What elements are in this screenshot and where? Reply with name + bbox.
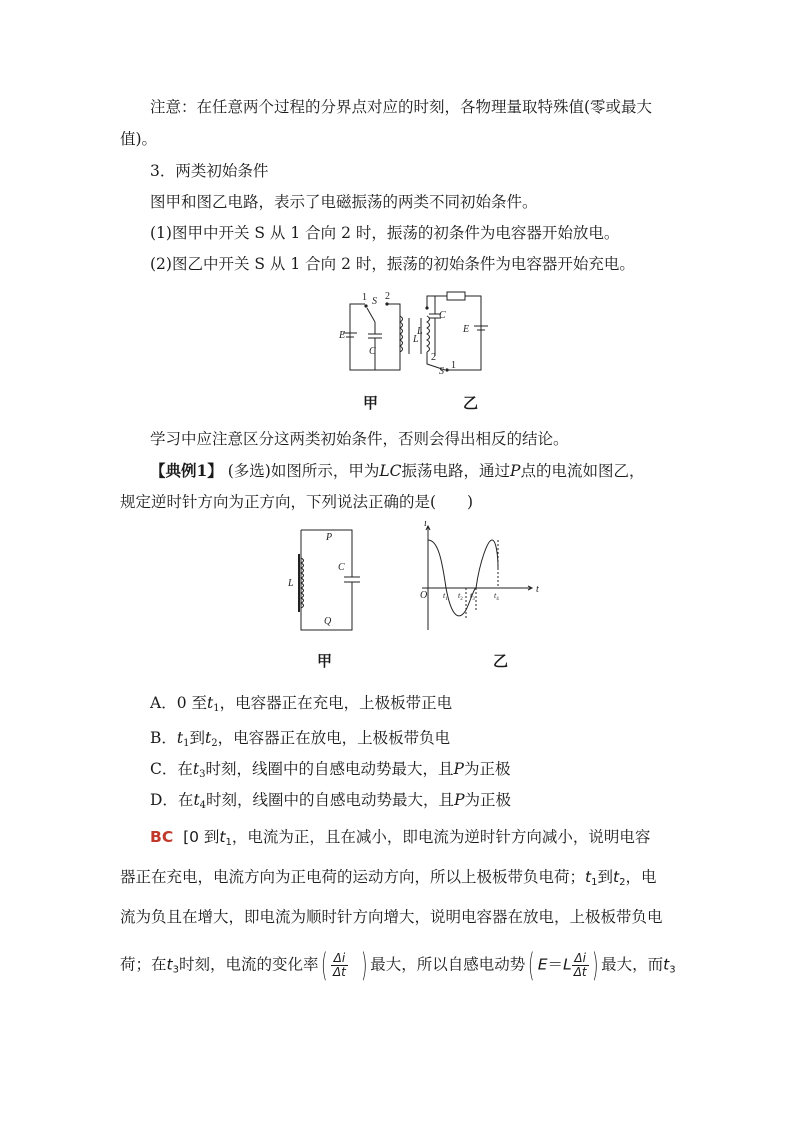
answer-line-1: BC [0 到$t_1$，电流为正，且在减小，即电流为逆时针方向减小，说明电容 bbox=[150, 828, 651, 848]
fig1-caption-yi: 乙 bbox=[463, 394, 479, 412]
caution-text: 学习中应注意区分这两类初始条件，否则会得出相反的结论。 bbox=[150, 430, 569, 448]
figure-1-circuits bbox=[335, 288, 495, 378]
option-b: B．$t_1$到$t_2$，电容器正在放电，上极板带负电 bbox=[150, 729, 451, 749]
graph-label-t: t bbox=[536, 584, 539, 595]
example-lc: LC bbox=[379, 462, 402, 480]
emf-fraction: $\frac{\Delta i}{\Delta t}$ bbox=[573, 950, 587, 979]
graph-label-o: O bbox=[420, 590, 428, 601]
example-line-2: 规定逆时针方向为正方向，下列说法正确的是( ) bbox=[120, 493, 474, 511]
tick-t1: $t_1$ bbox=[443, 591, 448, 602]
fig1-label-e: E bbox=[339, 330, 346, 341]
tick-t4: $t_4$ bbox=[494, 591, 499, 602]
item-1: (1)图甲中开关 S 从 1 合向 2 时，振荡的初条件为电容器开始放电。 bbox=[150, 224, 620, 242]
fig1b-label-e: E bbox=[463, 324, 470, 335]
fig1b-label-l: L bbox=[417, 326, 423, 337]
fig1-label-2: 2 bbox=[385, 291, 390, 302]
fig2-label-q: Q bbox=[324, 616, 332, 627]
fig1-label-s: S bbox=[372, 296, 377, 307]
graph-label-i: i bbox=[424, 520, 427, 529]
example-line-1 bbox=[150, 460, 644, 482]
option-c: C．在$t_3$时刻，线圈中的自感电动势最大，且P为正极 bbox=[150, 760, 511, 780]
fig2-label-c: C bbox=[338, 562, 345, 573]
fig2-caption-yi: 乙 bbox=[493, 652, 509, 670]
tick-t2: $t_2$ bbox=[458, 591, 463, 602]
fig2-caption-jia: 甲 bbox=[317, 652, 333, 670]
fig1-caption-jia: 甲 bbox=[363, 394, 379, 412]
rate-fraction: $\frac{\Delta i}{\Delta t}$ bbox=[332, 950, 346, 979]
item-2: (2)图乙中开关 S 从 1 合向 2 时，振荡的初始条件为电容器开始充电。 bbox=[150, 255, 635, 273]
example-rest: 振荡电路，通过 bbox=[401, 462, 511, 480]
option-a: A．0 至$t_1$，电容器正在充电，上极板带正电 bbox=[150, 694, 453, 714]
answer-line-3: 流为负且在增大，即电流为顺时针方向增大，说明电容器在放电，上极板带负电 bbox=[120, 908, 663, 926]
answer-line-2: 器正在充电，电流方向为正电荷的运动方向，所以上极板带负电荷；$t_1$到$t_2$，电 bbox=[120, 868, 657, 888]
fig1b-label-2: 2 bbox=[431, 352, 436, 363]
fig1-label-1: 1 bbox=[362, 292, 367, 303]
figure-2-lc-and-graph bbox=[280, 520, 550, 635]
fig2-label-p: P bbox=[326, 532, 333, 543]
note-line-2: 值)。 bbox=[120, 130, 158, 148]
fig1b-label-1: 1 bbox=[451, 360, 456, 371]
fig1-label-c: C bbox=[369, 346, 376, 357]
example-multi: (多选)如图所示，甲为 bbox=[227, 462, 380, 480]
example-p: P bbox=[510, 462, 521, 480]
option-d: D．在$t_4$时刻，线圈中的自感电动势最大，且P为正极 bbox=[150, 791, 512, 811]
fig1-label-l: L bbox=[413, 334, 419, 345]
intro-text: 图甲和图乙电路，表示了电磁振荡的两类不同初始条件。 bbox=[150, 193, 538, 211]
example-rest2: 点的电流如图乙， bbox=[520, 462, 645, 480]
tick-t3: $t_3$ bbox=[470, 591, 475, 602]
answer-line-4: 荷；在$t_3$时刻，电流的变化率( $\frac{\Delta i}{\Delta t}$ ) 最大，所以自感电动势( E＝L $\frac{\Delta i}{\Delta t}$ ) 最大，而$t_3$ bbox=[120, 946, 676, 984]
fig2-label-l: L bbox=[288, 578, 294, 589]
fig1b-label-s: S bbox=[439, 366, 444, 377]
note-line-1: 注意：在任意两个过程的分界点对应的时刻，各物理量取特殊值(零或最大 bbox=[150, 98, 653, 116]
answer-key: BC bbox=[150, 828, 174, 846]
example-tag: 【典例1】 bbox=[150, 461, 223, 480]
section-title: 3．两类初始条件 bbox=[150, 162, 269, 180]
fig1b-label-c: C bbox=[439, 310, 446, 321]
